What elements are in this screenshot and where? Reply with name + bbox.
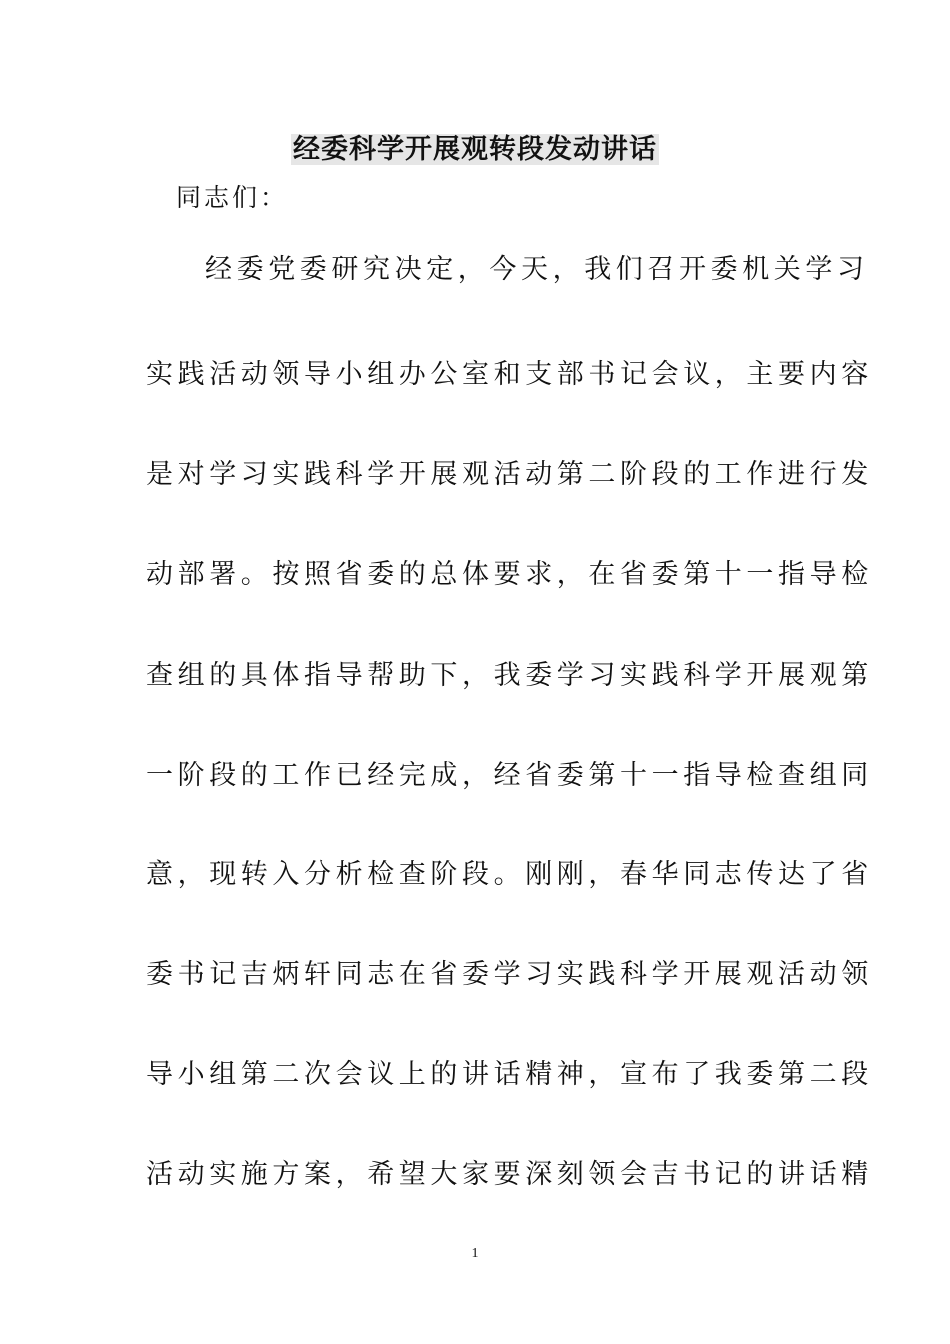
body-line: 导小组第二次会议上的讲话精神，宣布了我委第二段 <box>146 1059 873 1090</box>
body-line: 活动实施方案，希望大家要深刻领会吉书记的讲话精 <box>146 1159 873 1190</box>
body-line: 实践活动领导小组办公室和支部书记会议，主要内容 <box>146 359 873 390</box>
body-line: 动部署。按照省委的总体要求，在省委第十一指导检 <box>146 559 873 590</box>
salutation: 同志们： <box>176 183 289 212</box>
page-number: 1 <box>471 1246 479 1261</box>
body-line: 一阶段的工作已经完成，经省委第十一指导检查组同 <box>146 760 873 791</box>
document-title <box>0 130 950 170</box>
document-title-text: 经委科学开展观转段发动讲话 <box>293 134 657 165</box>
body-line: 是对学习实践科学开展观活动第二阶段的工作进行发 <box>146 459 873 490</box>
body-line: 意，现转入分析检查阶段。刚刚，春华同志传达了省 <box>146 859 873 890</box>
body-line: 查组的具体指导帮助下，我委学习实践科学开展观第 <box>146 660 873 691</box>
body-line: 委书记吉炳轩同志在省委学习实践科学开展观活动领 <box>146 959 873 990</box>
body-line: 经委党委研究决定，今天，我们召开委机关学习 <box>205 254 869 285</box>
